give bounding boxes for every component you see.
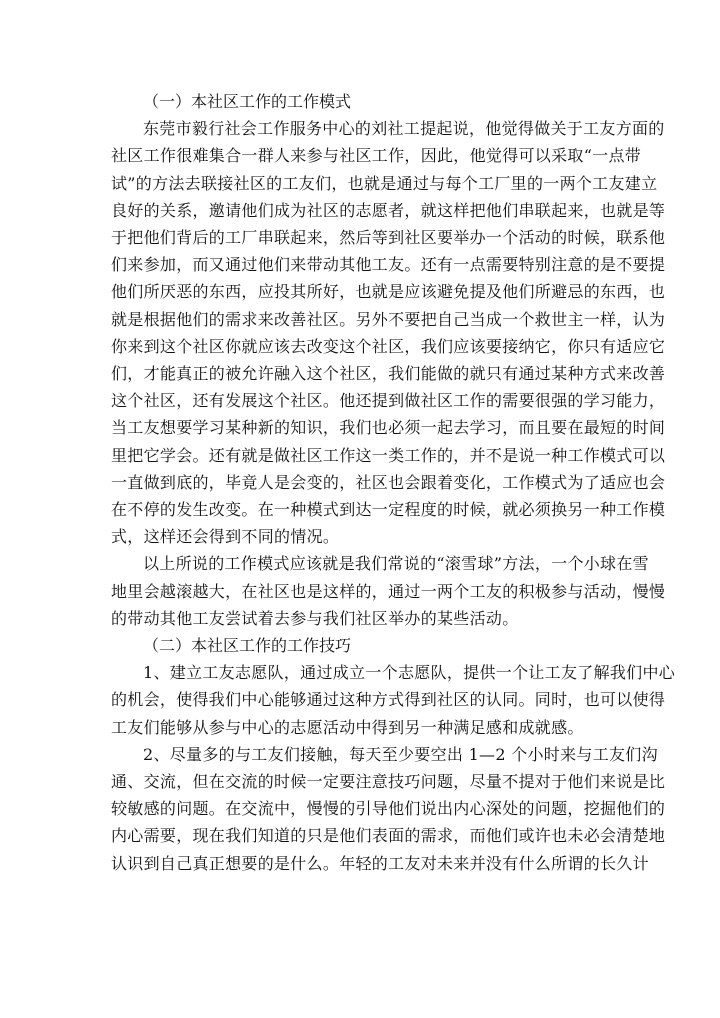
text-line: 里把它学会。还有就是做社区工作这一类工作的，并不是说一种工作模式可以 [111,445,666,465]
text-line: 地里会越滚越大，在社区也是这样的，通过一两个工友的积极参与活动，慢慢 [111,581,666,601]
text-line: 们来参加，而又通过他们来带动其他工友。还有一点需要特别注意的是不要提 [111,255,666,275]
text-line: 们，才能真正的被允许融入这个社区，我们能做的就只有通过某种方式来改善 [111,364,666,384]
document-body [111,88,676,877]
text-line: 这个社区，还有发展这个社区。他还提到做社区工作的需要很强的学习能力， [111,391,666,411]
text-line: 通、交流，但在交流的时候一定要注意技巧问题，尽量不提对于他们来说是比 [111,772,666,792]
text-line: 你来到这个社区你就应该去改变这个社区，我们应该要接纳它，你只有适应它 [111,336,666,356]
text-line: 在不停的发生改变。在一种模式到达一定程度的时候，就必须换另一种工作模 [111,500,666,520]
text-line: 当工友想要学习某种新的知识，我们也必须一起去学习，而且要在最短的时间 [111,418,666,438]
paragraph-work-model-description [111,115,666,550]
text-line: 东莞市毅行社会工作服务中心的刘社工提起说，他觉得做关于工友方面的 [143,119,665,139]
text-line: 较敏感的问题。在交流中，慢慢的引导他们说出内心深处的问题，挖掘他们的 [111,799,666,819]
text-line: 的带动其他工友尝试着去参与我们社区举办的某些活动。 [111,608,519,628]
text-line: 1、建立工友志愿队，通过成立一个志愿队，提供一个让工友了解我们中心 [143,663,676,683]
text-line: 社区工作很难集合一群人来参与社区工作，因此，他觉得可以采取“一点带 [111,146,642,166]
text-line: 良好的关系，邀请他们成为社区的志愿者，就这样把他们串联起来，也就是等 [111,200,666,220]
text-line: 内心需要，现在我们知道的只是他们表面的需求，而他们或许也未必会清楚地 [111,826,666,846]
text-line: 认识到自己真正想要的是什么。年轻的工友对未来并没有什么所谓的长久计 [111,853,649,873]
text-line: 于把他们背后的工厂串联起来，然后等到社区要举办一个活动的时候，联系他 [111,228,666,248]
paragraph-volunteer-team [111,659,676,741]
section-heading-work-model: （一）本社区工作的工作模式 [143,92,352,111]
paragraph-contact-workers [111,741,666,877]
section-heading-work-techniques: （二）本社区工作的工作技巧 [143,636,352,656]
text-line: 试”的方法去联接社区的工友们，也就是通过与每个工厂里的一两个工友建立 [111,173,658,193]
paragraph-snowball-method [111,550,666,632]
text-line: 他们所厌恶的东西，应投其所好，也就是应该避免提及他们所避忌的东西，也 [111,282,666,302]
text-line: 就是根据他们的需求来改善社区。另外不要把自己当成一个救世主一样，认为 [111,309,666,329]
text-line: 2、尽量多的与工友们接触，每天至少要空出 1—2 个小时来与工友们沟 [143,744,658,764]
text-line: 一直做到底的，毕竟人是会变的，社区也会跟着变化，工作模式为了适应也会 [111,472,666,492]
text-line: 以上所说的工作模式应该就是我们常说的“滚雪球”方法，一个小球在雪 [143,554,649,574]
text-line: 工友们能够从参与中心的志愿活动中得到另一种满足感和成就感。 [111,717,584,737]
text-line: 式，这样还会得到不同的情况。 [111,527,340,547]
text-line: 的机会，使得我们中心能够通过这种方式得到社区的认同。同时，也可以使得 [111,690,666,710]
